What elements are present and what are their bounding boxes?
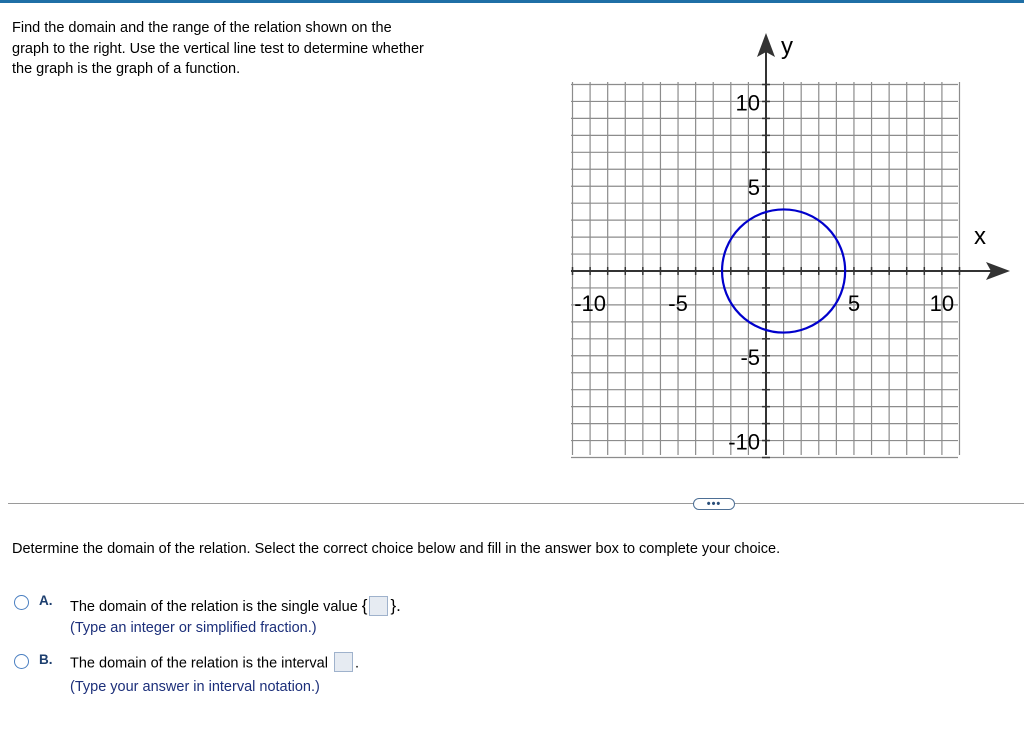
choice-a-text — [70, 596, 401, 616]
question-line-2: graph to the right. Use the vertical line test to determine whether — [12, 40, 424, 57]
choice-a-answer-box[interactable] — [369, 596, 388, 616]
choice-a-label: The domain of the relation is the single value — [70, 599, 358, 615]
axes — [571, 33, 1010, 455]
y-tick-label-5: 5 — [747, 175, 760, 201]
choice-b-radio[interactable] — [14, 654, 29, 669]
x-axis-label: x — [974, 223, 986, 250]
section-divider — [8, 503, 1024, 504]
y-tick-label-10: 10 — [735, 90, 760, 116]
instruction-text: Determine the domain of the relation. Select the correct choice below and fill in the answer box to complete your choice. — [12, 541, 781, 557]
x-tick-label-10: 10 — [929, 291, 955, 316]
choice-a-radio[interactable] — [14, 595, 29, 610]
choice-a-open-brace: { — [361, 596, 368, 615]
y-tick-label-neg10: -10 — [728, 429, 760, 455]
choice-b-period: . — [354, 655, 359, 672]
x-tick-label-neg10: -10 — [574, 291, 606, 316]
choice-a-close-brace: }. — [390, 596, 401, 615]
choice-b-text — [70, 655, 359, 672]
choice-b-hint: (Type your answer in interval notation.) — [70, 679, 320, 695]
choice-b-letter: B. — [39, 652, 53, 667]
choice-a-hint: (Type an integer or simplified fraction.) — [70, 620, 317, 636]
y-axis-label: y — [781, 33, 793, 60]
more-options-button[interactable]: ••• — [693, 498, 735, 510]
question-line-3: the graph is the graph of a function. — [12, 61, 241, 77]
choice-b-answer-box[interactable] — [334, 652, 353, 672]
y-tick-label-neg5: -5 — [740, 344, 760, 370]
x-tick-label-5: 5 — [847, 291, 861, 316]
question-line-1: Find the domain and the range of the relation shown on the — [12, 20, 392, 36]
choice-b-label: The domain of the relation is the interval — [70, 655, 328, 672]
choice-a-letter: A. — [39, 593, 53, 608]
x-tick-label-neg5: -5 — [668, 291, 688, 316]
